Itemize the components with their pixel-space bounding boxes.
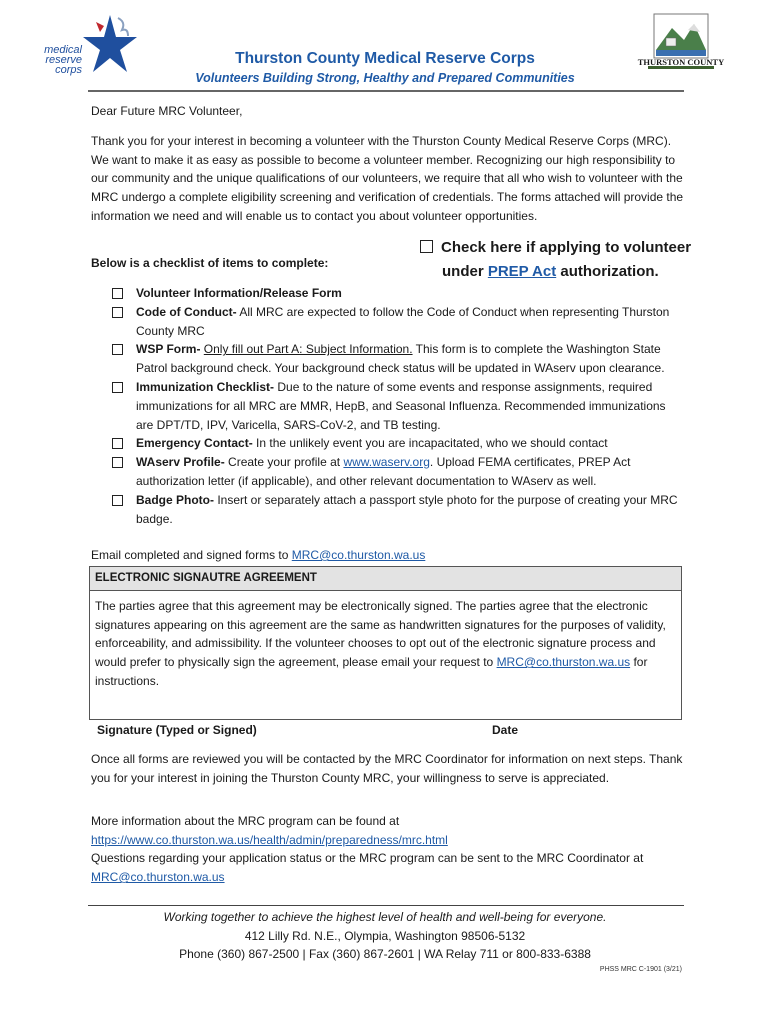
item-text: Insert or separately attach a passport style photo for the purpose of creating your MRC badge. xyxy=(136,492,678,526)
waserv-link[interactable]: www.waserv.org xyxy=(343,455,430,470)
email-link[interactable]: MRC@co.thurston.wa.us xyxy=(291,548,426,562)
item-checkbox[interactable] xyxy=(112,457,123,468)
logo-text-2: reserve xyxy=(45,54,82,66)
item-checkbox[interactable] xyxy=(112,288,123,299)
header-divider xyxy=(88,90,684,92)
item-checkbox[interactable] xyxy=(112,307,123,318)
date-line[interactable] xyxy=(486,719,680,720)
item-title: Code of Conduct- xyxy=(136,304,237,319)
checklist-item xyxy=(112,340,684,378)
checklist-item xyxy=(112,491,684,529)
item-title: Emergency Contact- xyxy=(136,436,253,451)
checklist-item xyxy=(112,434,684,453)
prep-label-suffix: authorization. xyxy=(560,263,659,280)
item-underlined: Only fill out Part A: Subject Information. xyxy=(203,342,413,357)
item-text: Create your profile at xyxy=(224,455,344,470)
footer xyxy=(0,908,770,964)
item-text: This form is to complete the Washington State Patrol background check. Your background check status will be updated in WAserv upon clearance. xyxy=(136,342,665,376)
esa-heading: ELECTRONIC SIGNAUTRE AGREEMENT xyxy=(90,567,681,591)
mrc-url-link[interactable]: https://www.co.thurston.wa.us/health/admin/preparedness/mrc.html xyxy=(91,832,448,847)
item-text: All MRC are expected to follow the Code of Conduct when representing Thurston County MRC xyxy=(136,304,670,338)
esa-box xyxy=(89,566,682,720)
logo-text-3: corps xyxy=(55,64,82,76)
more-info-text: More information about the MRC program can be found at xyxy=(91,814,400,828)
item-text: Due to the nature of some events and response assignments, required immunizations for all MRC are MMR, HepB, and Seasonal Influenza. Recommended immunizations are DPT/TD, IPV, Varicella, SARS-CoV-2, and TB testing. xyxy=(136,379,666,432)
footer-divider xyxy=(88,905,684,906)
footer-motto: Working together to achieve the highest level of health and well-being for everyone. xyxy=(163,910,607,924)
checklist-label: Below is a checklist of items to complete: xyxy=(91,256,329,270)
form-number: PHSS MRC C-1901 (3/21) xyxy=(599,966,682,973)
logo-county-text: THURSTON COUNTY xyxy=(637,57,725,67)
prep-act-checkbox-block xyxy=(420,236,720,284)
item-checkbox[interactable] xyxy=(112,438,123,449)
prep-act-checkbox[interactable] xyxy=(420,240,433,253)
item-checkbox[interactable] xyxy=(112,344,123,355)
item-text: In the unlikely event you are incapacitated, who we should contact xyxy=(252,436,608,451)
page-subtitle: Volunteers Building Strong, Healthy and Prepared Communities xyxy=(195,71,575,85)
footer-phone: Phone (360) 867-2500 | Fax (360) 867-2601 | WA Relay 711 or 800-833-6388 xyxy=(179,947,591,961)
item-title: Volunteer Information/Release Form xyxy=(136,286,342,300)
email-instructions xyxy=(91,546,425,565)
item-checkbox[interactable] xyxy=(112,495,123,506)
date-label: Date xyxy=(492,723,519,737)
item-title: WAserv Profile- xyxy=(136,455,225,470)
signature-line[interactable] xyxy=(91,719,434,720)
signature-label: Signature (Typed or Signed) xyxy=(97,723,257,737)
questions-text: Questions regarding your application status or the MRC program can be sent to the MRC Coordinator at xyxy=(91,851,644,866)
coordinator-email-link[interactable]: MRC@co.thurston.wa.us xyxy=(91,870,225,885)
item-title: Immunization Checklist- xyxy=(136,379,275,394)
intro-paragraph: Thank you for your interest in becoming a volunteer with the Thurston County Medical Reserve Corps (MRC). We want to make it as easy as possible to become a volunteer member. Recognizing our high responsibility to our community and the unique qualifications of our volunteers, we require that all who wish to volunteer with the MRC undergo a complete eligibility screening and verification of credentials. The forms attached will provide the information we need and will enable us to contact you about volunteer opportunities. xyxy=(91,134,684,223)
item-checkbox[interactable] xyxy=(112,382,123,393)
more-info-block xyxy=(91,812,684,887)
checklist-item xyxy=(112,453,684,491)
checklist xyxy=(112,284,684,528)
email-instructions-text: Email completed and signed forms to xyxy=(91,548,292,562)
page-title: Thurston County Medical Reserve Corps xyxy=(235,50,535,67)
esa-text-end: for instructions. xyxy=(95,655,648,688)
logo-text-1: medical xyxy=(44,44,82,56)
item-text: . Upload FEMA certificates, PREP Act authorization letter (if applicable), and other relevant documentation to WAserv as well. xyxy=(136,455,631,488)
closing-paragraph: Once all forms are reviewed you will be contacted by the MRC Coordinator for information on next steps. Thank you for your interest in joining the Thurston County MRC, your willingness to serve is appreciated. xyxy=(91,752,683,785)
prep-label-under: under xyxy=(442,263,484,280)
salutation: Dear Future MRC Volunteer, xyxy=(91,104,243,118)
item-title: Badge Photo- xyxy=(136,492,214,507)
checklist-item xyxy=(112,378,684,434)
prep-label-line1: Check here if applying to volunteer xyxy=(441,239,692,256)
esa-text: The parties agree that this agreement may be electronically signed. The parties agree that the electronic signatures appearing on this agreement are the same as handwritten signatures for the purposes of validity, enforceability, and admissibility. If the volunteer chooses to opt out of the electronic signature process and would prefer to physically sign the agreement, please email your request to xyxy=(95,599,666,670)
footer-address: 412 Lilly Rd. N.E., Olympia, Washington 98506-5132 xyxy=(244,928,526,943)
esa-body xyxy=(90,591,681,691)
item-title: WSP Form- xyxy=(136,342,201,357)
checklist-item xyxy=(112,284,684,303)
checklist-item xyxy=(112,303,684,341)
esa-email-link[interactable]: MRC@co.thurston.wa.us xyxy=(496,655,631,670)
prep-act-link[interactable]: PREP Act xyxy=(487,263,557,280)
